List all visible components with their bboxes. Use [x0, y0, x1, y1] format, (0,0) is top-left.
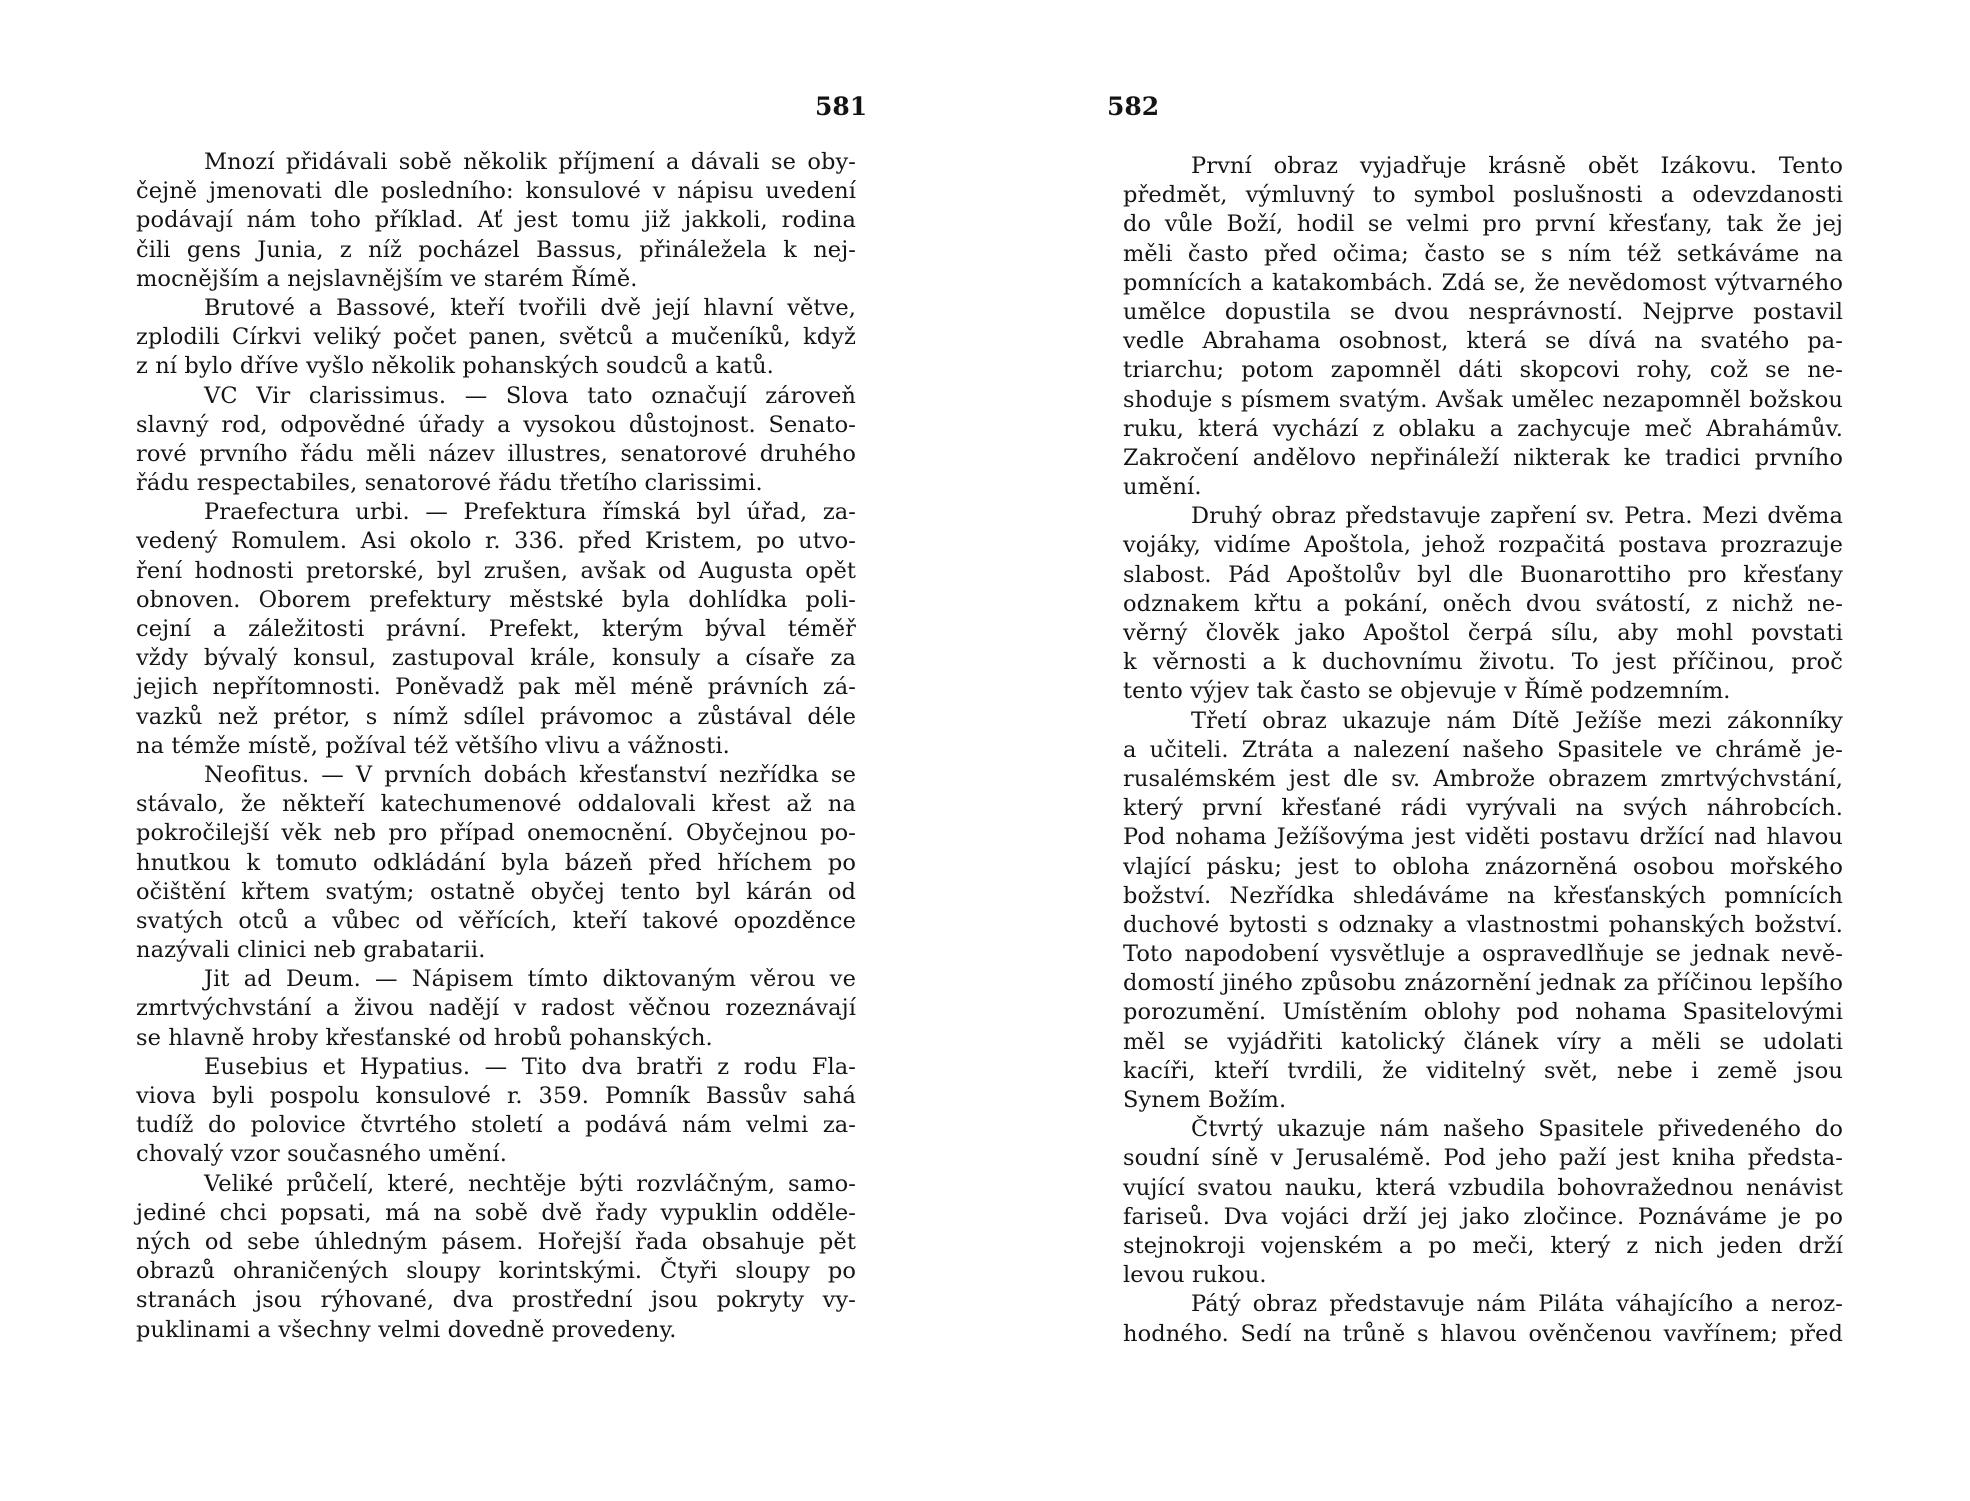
text-line: Eusebius et Hypatius. — Tito dva bratři z rodu Fla- [204, 1053, 856, 1080]
text-line: Čtvrtý ukazuje nám našeho Spasitele přivedeného do [1191, 1116, 1843, 1143]
text-line: Mnozí přidávali sobě několik příjmení a dávali se oby- [204, 149, 856, 175]
text-line: jejich nepřítomnosti. Poněvadž pak měl méně právních zá- [136, 674, 856, 701]
text-line: měl se vyjádřiti katolický článek víry a měli se udolati [1123, 1028, 1843, 1055]
text-line: vojáky, vidíme Apoštola, jehož rozpačitá postava prozrazuje [1123, 532, 1843, 559]
text-line: tento výjev tak často se objevuje v Římě podzemním. [1123, 678, 1731, 705]
text-line: božství. Nezřídka shledáváme na křesťanských pomnících [1123, 882, 1843, 909]
text-line: na témže místě, požíval též většího vlivu a vážnosti. [136, 732, 730, 759]
text-line: Neofitus. — V prvních dobách křesťanství nezřídka se [204, 761, 856, 788]
text-line: měli často před očima; často se s ním též setkáváme na [1123, 240, 1843, 267]
text-line: VC Vir clarissimus. — Slova tato označují zároveň [204, 382, 856, 409]
text-line: Pátý obraz představuje nám Piláta váhajícího a neroz- [1191, 1291, 1843, 1318]
text-line: k věrnosti a k duchovnímu životu. To jest příčinou, proč [1123, 649, 1843, 676]
text-line: z ní bylo dříve vyšlo několik pohanských soudců a katů. [136, 353, 774, 380]
text-line: Praefectura urbi. — Prefektura římská byl úřad, za- [204, 499, 856, 526]
text-line: porozumění. Umístěním oblohy pod nohama Spasitelovými [1123, 999, 1843, 1026]
text-line: slavný rod, odpovědné úřady a vysokou důstojnost. Senato- [136, 411, 856, 438]
text-line: Toto napodobení vysvětluje a ospravedlňuje se jednak nevě- [1123, 941, 1843, 968]
text-line: vazků než prétor, s nímž sdílel právomoc a zůstával déle [136, 703, 856, 730]
text-line: mocnějším a nejslavnějším ve starém Římě. [136, 265, 638, 292]
text-line: obrazů ohraničených sloupy korintskými. Čtyři sloupy po [136, 1258, 856, 1285]
text-line: obnoven. Oborem prefektury městské byla dohlídka poli- [136, 586, 856, 613]
text-line: hodného. Sedí na trůně s hlavou ověnčenou vavřínem; před [1123, 1320, 1843, 1347]
text-line: Zakročení andělovo nepřináleží nikterak ke tradici prvního [1123, 444, 1843, 471]
page-text [136, 148, 856, 1345]
text-line: viova byli pospolu konsulové r. 359. Pomník Bassův sahá [136, 1083, 856, 1109]
text-line: zmrtvýchvstání a živou nadějí v radost věčnou rozeznávají [136, 995, 856, 1022]
text-line: fariseů. Dva vojáci drží jej jako zločince. Poznáváme je po [1123, 1203, 1843, 1230]
text-line: chovalý vzor současného umění. [136, 1141, 507, 1168]
text-line: puklinami a všechny velmi dovedně provedeny. [136, 1316, 677, 1343]
text-line: kacíři, kteří tvrdili, že viditelný svět, nebe i země jsou [1123, 1057, 1843, 1084]
text-line: Jit ad Deum. — Nápisem tímto diktovaným věrou ve [204, 966, 856, 993]
right-page [985, 0, 1970, 1501]
text-line: jediné chci popsati, má na sobě dvě řady vypuklin odděle- [136, 1199, 856, 1226]
text-line: stávalo, že někteří katechumenové oddalovali křest až na [136, 791, 856, 818]
text-line: a učiteli. Ztráta a nalezení našeho Spasitele ve chrámě je- [1123, 736, 1843, 763]
text-line: odznakem křtu a pokání, oněch dvou svátostí, z nichž ne- [1123, 590, 1843, 617]
text-line: vlající pásku; jest to obloha znázorněná osobou mořského [1123, 853, 1843, 880]
text-line: pomnících a katakombách. Zdá se, že nevědomost výtvarného [1123, 269, 1843, 296]
text-line: pokročilejší věk neb pro případ onemocnění. Obyčejnou po- [136, 820, 856, 847]
text-line: Brutové a Bassové, kteří tvořili dvě její hlavní větve, [204, 294, 856, 321]
text-line: vedle Abrahama osobnost, která se dívá na svatého pa- [1123, 328, 1843, 355]
text-line: rové prvního řádu měli název illustres, senatorové druhého [136, 440, 856, 467]
text-line: svatých otců a vůbec od věřících, kteří takové opozděnce [136, 907, 856, 934]
text-line: do vůle Boží, hodil se velmi pro první křesťany, tak že jej [1123, 211, 1843, 238]
text-line: První obraz vyjadřuje krásně obět Izákovu. Tento [1191, 153, 1843, 179]
text-line: slabost. Pád Apoštolův byl dle Buonarottiho pro křesťany [1123, 561, 1843, 588]
text-line: Druhý obraz představuje zapření sv. Petra. Mezi dvěma [1191, 503, 1843, 530]
text-line: podávají nám toho příklad. Ať jest tomu již jakkoli, rodina [136, 207, 856, 234]
text-line: umění. [1123, 474, 1202, 501]
text-line: ření hodnosti pretorské, byl zrušen, avšak od Augusta opět [136, 557, 856, 584]
text-line: věrný člověk jako Apoštol čerpá sílu, aby mohl povstati [1123, 620, 1843, 646]
text-line: se hlavně hroby křesťanské od hrobů pohanských. [136, 1024, 713, 1051]
text-line: Třetí obraz ukazuje nám Dítě Ježíše mezi zákonníky [1191, 707, 1843, 734]
text-line: ných od sebe úhledným pásem. Hořejší řada obsahuje pět [136, 1228, 856, 1255]
text-line: rusalémském jest dle sv. Ambrože obrazem zmrtvýchvstání, [1123, 765, 1843, 792]
text-line: který první křesťané rádi vyrývali na svých náhrobcích. [1123, 795, 1843, 822]
text-line: vující svatou nauku, která vzbudila bohovražednou nenávist [1123, 1174, 1843, 1201]
text-line: řádu respectabiles, senatorové řádu třetího clarissimi. [136, 470, 763, 497]
text-line: Pod nohama Ježíšovýma jest viděti postavu držící nad hlavou [1123, 824, 1843, 851]
text-line: shoduje s písmem svatým. Avšak umělec nezapomněl božskou [1123, 386, 1843, 413]
text-line: čejně jmenovati dle posledního: konsulové v nápisu uvedení [136, 178, 856, 205]
text-line: čili gens Junia, z níž pocházel Bassus, přináležela k nej- [136, 236, 856, 263]
text-line: duchové bytosti s odznaky a vlastnostmi pohanských božství. [1123, 911, 1843, 938]
text-line: levou rukou. [1123, 1262, 1267, 1289]
text-line: umělce dopustila se dvou nesprávností. Nejprve postavil [1123, 298, 1843, 325]
text-line: ruku, která vychází z oblaku a zachycuje meč Abrahámův. [1123, 415, 1843, 442]
page-number: 581 [815, 92, 868, 121]
text-line: domostí jiného způsobu znázornění jednak za příčinou lepšího [1123, 970, 1843, 997]
text-line: cejní a záležitosti právní. Prefekt, kterým býval téměř [136, 616, 856, 642]
text-line: vedený Romulem. Asi okolo r. 336. před Kristem, po utvo- [136, 528, 856, 555]
page-text [1123, 152, 1843, 1349]
text-line: stejnokroji vojenském a po meči, který z nich jeden drží [1123, 1232, 1843, 1259]
text-line: hnutkou k tomuto odkládání byla bázeň před hříchem po [136, 849, 856, 876]
text-line: stranách jsou rýhované, dva prostřední jsou pokryty vy- [136, 1287, 856, 1314]
text-line: Veliké průčelí, které, nechtěje býti rozvláčným, samo- [204, 1170, 856, 1197]
text-line: očištění křtem svatým; ostatně obyčej tento byl kárán od [136, 878, 856, 905]
page-number: 582 [1107, 92, 1160, 121]
text-line: triarchu; potom zapomněl dáti skopcovi rohy, což se ne- [1123, 357, 1843, 384]
text-line: soudní síně v Jerusalémě. Pod jeho paží jest kniha předsta- [1123, 1145, 1843, 1172]
text-line: vždy bývalý konsul, zastupoval krále, konsuly a císaře za [136, 645, 856, 672]
text-line: zplodili Církvi veliký počet panen, světců a mučeníků, když [136, 324, 856, 351]
text-line: tudíž do polovice čtvrtého století a podává nám velmi za- [136, 1112, 856, 1139]
text-line: Synem Božím. [1123, 1087, 1287, 1113]
text-line: předmět, výmluvný to symbol poslušnosti a odevzdanosti [1123, 182, 1843, 209]
text-line: nazývali clinici neb grabatarii. [136, 937, 486, 964]
